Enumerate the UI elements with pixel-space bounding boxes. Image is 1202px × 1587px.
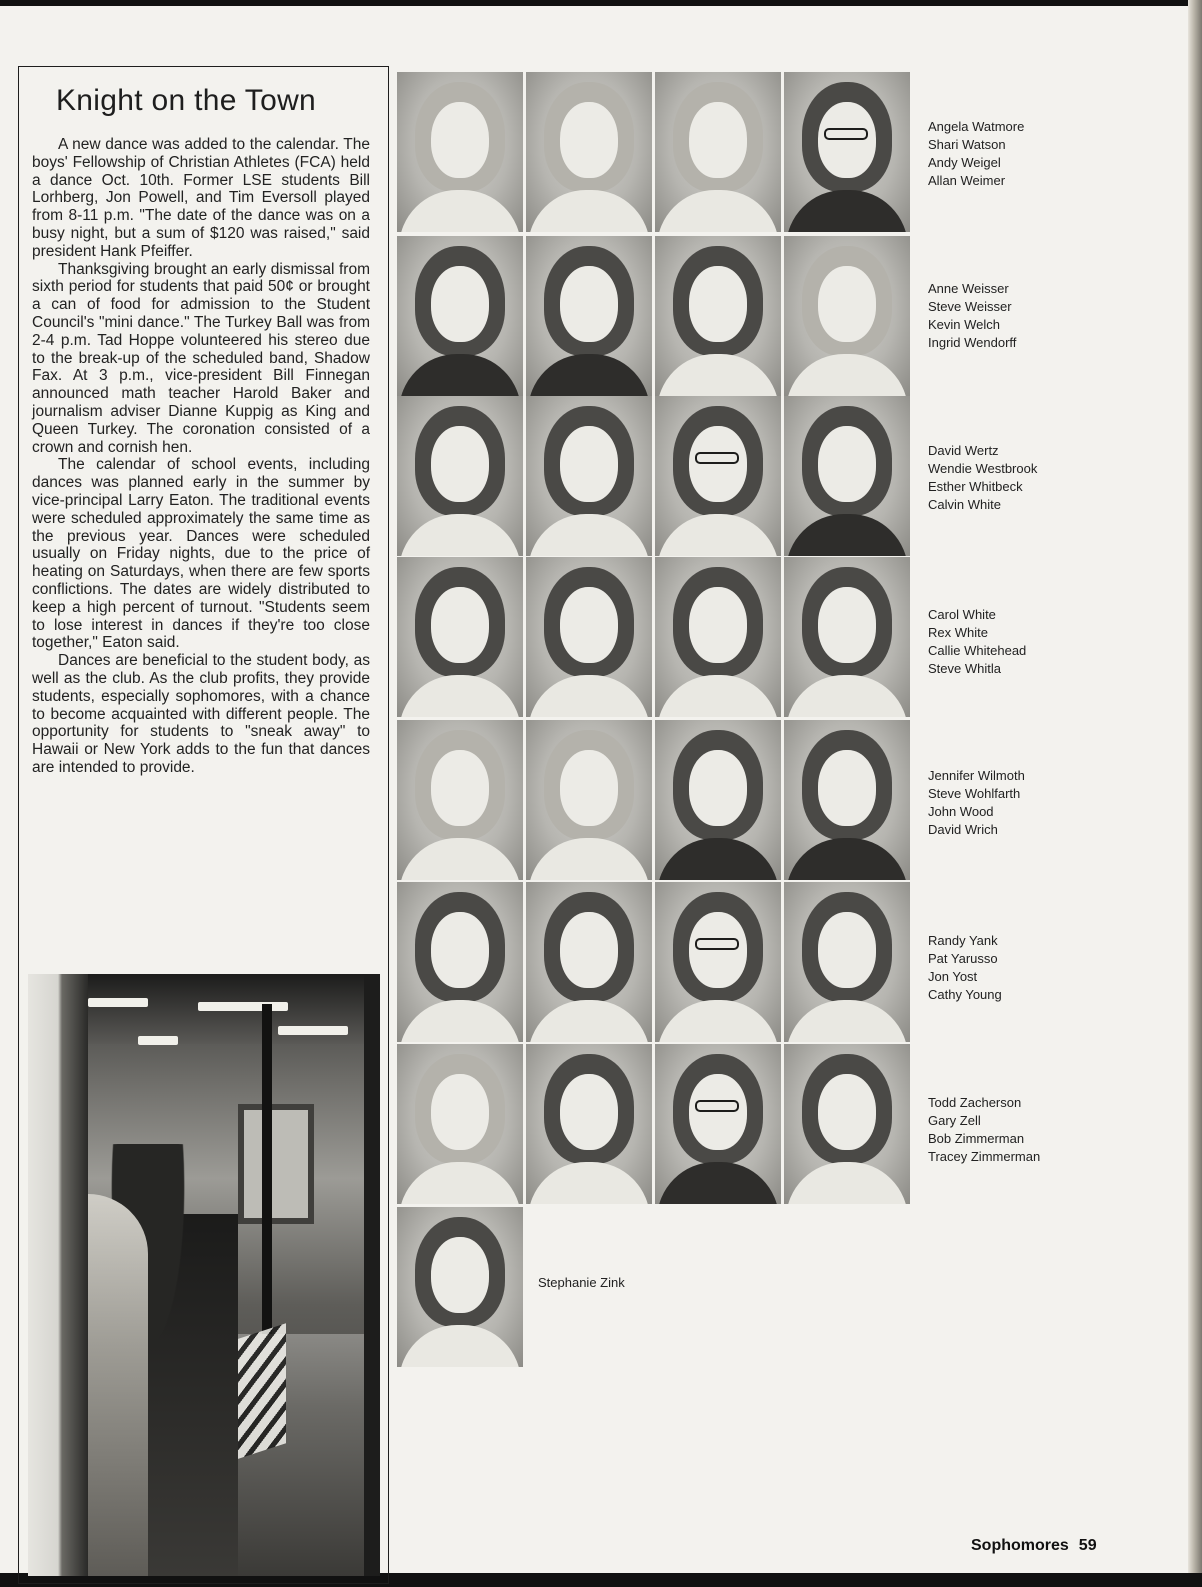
page-binding-edge <box>1188 0 1202 1587</box>
student-name: John Wood <box>928 804 994 819</box>
story-article <box>32 136 370 777</box>
name-group <box>928 932 1002 1004</box>
dance-ticket-photo <box>28 974 380 1576</box>
student-name: Steve Wohlfarth <box>928 786 1021 801</box>
student-name: Andy Weigel <box>928 155 1001 170</box>
student-portrait <box>784 557 910 717</box>
ceiling-light <box>88 998 148 1007</box>
student-portrait <box>526 72 652 232</box>
name-group <box>928 1094 1040 1166</box>
section-title: Sophomores <box>971 1537 1069 1554</box>
student-portrait <box>397 720 523 880</box>
student-name: Esther Whitbeck <box>928 479 1023 494</box>
story-headline: Knight on the Town <box>56 84 317 117</box>
photo-pillar <box>364 974 380 1576</box>
student-portrait <box>526 1044 652 1204</box>
student-portrait <box>784 720 910 880</box>
student-name: Steve Weisser <box>928 299 1012 314</box>
student-portrait <box>526 396 652 556</box>
student-name: Callie Whitehead <box>928 643 1027 658</box>
student-name: Shari Watson <box>928 137 1006 152</box>
student-name: Todd Zacherson <box>928 1095 1022 1110</box>
student-name: Stephanie Zink <box>538 1275 625 1290</box>
student-name: Gary Zell <box>928 1113 981 1128</box>
name-group <box>928 442 1037 514</box>
student-name: Cathy Young <box>928 987 1002 1002</box>
student-name: Angela Watmore <box>928 119 1025 134</box>
student-name: Rex White <box>928 625 988 640</box>
page-top-edge <box>0 0 1202 6</box>
student-portrait <box>526 720 652 880</box>
student-name: Calvin White <box>928 497 1001 512</box>
student-portrait <box>397 396 523 556</box>
student-name: Wendie Westbrook <box>928 461 1038 476</box>
student-portrait <box>397 882 523 1042</box>
student-portrait <box>655 1044 781 1204</box>
student-portrait <box>655 557 781 717</box>
student-name: David Wertz <box>928 443 999 458</box>
name-group <box>928 280 1016 352</box>
student-name: Anne Weisser <box>928 281 1009 296</box>
student-portrait <box>397 1207 523 1367</box>
story-paragraph: A new dance was added to the calendar. The boys' Fellowship of Christian Athletes (FCA) held a dance Oct. 10th. Former LSE students Bill Lorhberg, Jon Powell, and Tim Eversoll played from 8-11 p.m. "The date of the dance was on a busy night, but a sum of $120 was raised," said president Hank Pfeiffer. <box>32 136 370 260</box>
student-name: Kevin Welch <box>928 317 1001 332</box>
student-portrait <box>526 236 652 396</box>
student-name: Allan Weimer <box>928 173 1006 188</box>
student-name: Bob Zimmerman <box>928 1131 1025 1146</box>
student-portrait <box>655 72 781 232</box>
student-name: Carol White <box>928 607 996 622</box>
student-portrait <box>397 557 523 717</box>
story-paragraph: Dances are beneficial to the student body, as well as the club. As the club profits, they provide students, especially sophomores, with a chance to become acquainted with different people. The opportunity for students to "sneak away" to Hawaii or New York adds to the fun that dances are intended to provide. <box>32 652 370 776</box>
student-portrait <box>784 236 910 396</box>
student-name: David Wrich <box>928 822 998 837</box>
student-name: Jennifer Wilmoth <box>928 768 1025 783</box>
story-paragraph: The calendar of school events, including dances was planned early in the summer by vice-principal Larry Eaton. The traditional events were scheduled approximately the same time as the previous year. Dances were scheduled usually on Friday nights, due to the price of heating on Saturdays, when there are few sports conflictions. The dates are widely distributed to keep a high percent of turnout. "Students seem to lose interest in dances if they're too close together," Eaton said. <box>32 456 370 652</box>
student-portrait <box>655 882 781 1042</box>
page-number: 59 <box>1078 1537 1097 1554</box>
student-portrait <box>397 72 523 232</box>
student-portrait <box>784 72 910 232</box>
student-name: Randy Yank <box>928 933 998 948</box>
name-group <box>928 118 1024 190</box>
student-portrait <box>655 236 781 396</box>
student-portrait <box>784 1044 910 1204</box>
student-portrait <box>526 557 652 717</box>
student-name: Tracey Zimmerman <box>928 1149 1041 1164</box>
student-portrait <box>397 1044 523 1204</box>
name-group <box>928 606 1026 678</box>
ceiling-light <box>138 1036 178 1045</box>
student-portrait <box>784 396 910 556</box>
student-name: Steve Whitla <box>928 661 1001 676</box>
photo-pillar <box>28 974 88 1576</box>
name-group <box>928 767 1025 839</box>
student-name: Ingrid Wendorff <box>928 335 1017 350</box>
page-footer <box>971 1537 1097 1555</box>
story-paragraph: Thanksgiving brought an early dismissal from sixth period for students that paid 50¢ or brought a can of food for admission to the Student Council's "mini dance." The Turkey Ball was from 2-4 p.m. Tad Hoppe volunteered his stereo due to the break-up of the scheduled band, Shadow Fax. At 3 p.m., vice-president Bill Finnegan announced math teacher Harold Baker and journalism adviser Dianne Kuppig as King and Queen Turkey. The coronation consisted of a crown and cornish hen. <box>32 260 370 456</box>
student-portrait <box>526 882 652 1042</box>
student-portrait <box>655 396 781 556</box>
student-portrait <box>397 236 523 396</box>
student-portrait <box>655 720 781 880</box>
student-name: Jon Yost <box>928 969 978 984</box>
student-name: Pat Yarusso <box>928 951 998 966</box>
student-portrait <box>784 882 910 1042</box>
